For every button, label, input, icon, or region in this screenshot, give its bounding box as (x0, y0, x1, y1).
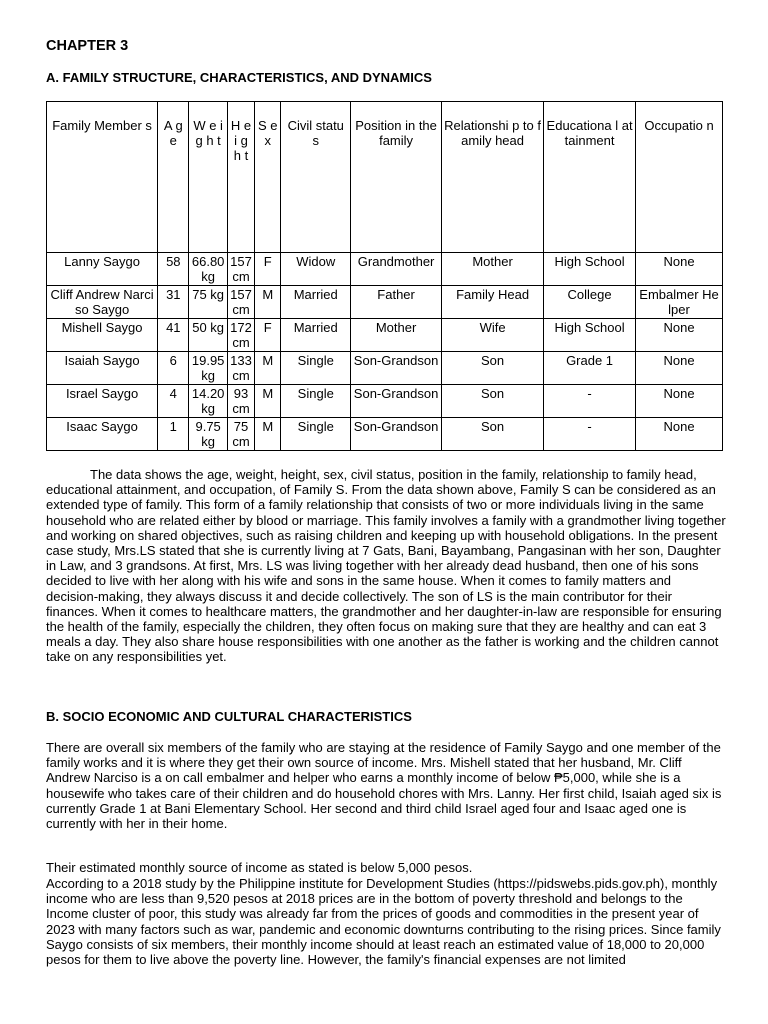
chapter-heading: CHAPTER 3 (46, 38, 129, 54)
cell-education: Grade 1 (544, 352, 636, 385)
cell-sex: M (255, 418, 281, 451)
header-sex: S e x (255, 102, 281, 253)
cell-relationship: Wife (442, 319, 544, 352)
cell-position: Son-Grandson (351, 352, 442, 385)
cell-weight: 19.95 kg (189, 352, 227, 385)
cell-occupation: None (636, 352, 723, 385)
cell-age: 58 (158, 253, 189, 286)
cell-age: 6 (158, 352, 189, 385)
cell-height: 133 cm (227, 352, 254, 385)
cell-weight: 66.80 kg (189, 253, 227, 286)
table-row (47, 319, 723, 352)
cell-height: 157 cm (227, 286, 254, 319)
cell-education: College (544, 286, 636, 319)
cell-education: - (544, 385, 636, 418)
cell-member: Lanny Saygo (47, 253, 158, 286)
cell-age: 41 (158, 319, 189, 352)
paragraph-family-structure-text: The data shows the age, weight, height, sex, civil status, position in the family, relationship to family head, educational attainment, and occupation, of Family S. From the data shown above, Family S can be considered as an extended type of family. This form of a family relationship that consists of two or more individuals living in the same household who are related either by blood or marriage. This family involves a family with a grandmother living together and working on shared objectives, such as raising children and keeping up with household obligations. In the present case study, Mrs.LS stated that she is currently living at 7 Gats, Bani, Bayambang, Pangasinan with her son, Daughter in Law, and 3 grandsons. At first, Mrs. LS was living together with her already dead husband, then one of his sons decided to live with her along with his wife and sons in the same house. When it comes to family matters and decision-making, they always discuss it and decide collectively. The son of LS is the main contributor for their finances. When it comes to healthcare matters, the grandmother and her daughter-in-law are responsible for ensuring the health of the family, especially the children, they often focus on making sure that they are healthy and can eat 3 meals a day. They also share house responsibilities with one another as the father is working and the children cannot take on any responsibilities yet. (46, 467, 726, 665)
family-structure-table (46, 101, 723, 451)
cell-occupation: None (636, 385, 723, 418)
cell-position: Son-Grandson (351, 385, 442, 418)
cell-occupation: None (636, 253, 723, 286)
cell-education: High School (544, 253, 636, 286)
header-education: Educationa l attainment (544, 102, 636, 253)
cell-height: 93 cm (227, 385, 254, 418)
cell-relationship: Son (442, 352, 544, 385)
cell-position: Son-Grandson (351, 418, 442, 451)
cell-relationship: Son (442, 418, 544, 451)
cell-height: 172 cm (227, 319, 254, 352)
cell-weight: 14.20 kg (189, 385, 227, 418)
cell-civil-status: Single (281, 418, 351, 451)
cell-civil-status: Single (281, 352, 351, 385)
cell-sex: M (255, 286, 281, 319)
cell-civil-status: Married (281, 319, 351, 352)
section-a-heading: A. FAMILY STRUCTURE, CHARACTERISTICS, AND DYNAMICS (46, 70, 432, 85)
header-position: Position in the family (351, 102, 442, 253)
cell-member: Mishell Saygo (47, 319, 158, 352)
cell-civil-status: Widow (281, 253, 351, 286)
cell-member: Cliff Andrew Narciso Saygo (47, 286, 158, 319)
cell-weight: 9.75 kg (189, 418, 227, 451)
cell-position: Father (351, 286, 442, 319)
cell-weight: 75 kg (189, 286, 227, 319)
cell-occupation: Embalmer Helper (636, 286, 723, 319)
cell-member: Israel Saygo (47, 385, 158, 418)
paragraph-income-estimate: Their estimated monthly source of income as stated is below 5,000 pesos. (46, 860, 473, 875)
cell-relationship: Family Head (442, 286, 544, 319)
header-weight: W e i g h t (189, 102, 227, 253)
table-row (47, 352, 723, 385)
header-relationship: Relationshi p to family head (442, 102, 544, 253)
table-header-row (47, 102, 723, 253)
cell-position: Grandmother (351, 253, 442, 286)
paragraph-family-structure (46, 467, 726, 665)
header-height: H e i g h t (227, 102, 254, 253)
paragraph-poverty-study: According to a 2018 study by the Philippine institute for Development Studies (https://pidswebs.pids.gov.ph), monthly income who are less than 9,520 pesos at 2018 prices are in the bottom of poverty threshold and belongs to the Income cluster of poor, this study was already far from the prices of goods and commodities in the present year of 2023 with many factors such as war, pandemic and economic downturns contributing to the rising prices. Since family Saygo consists of six members, their monthly income should at least reach an estimated value of 18,000 to 20,000 pesos for them to live above the poverty line. However, the family's financial expenses are not limited (46, 876, 721, 968)
cell-civil-status: Married (281, 286, 351, 319)
cell-education: High School (544, 319, 636, 352)
cell-member: Isaac Saygo (47, 418, 158, 451)
cell-position: Mother (351, 319, 442, 352)
cell-civil-status: Single (281, 385, 351, 418)
cell-age: 31 (158, 286, 189, 319)
header-family-member: Family Member s (47, 102, 158, 253)
cell-relationship: Son (442, 385, 544, 418)
cell-education: - (544, 418, 636, 451)
header-occupation: Occupatio n (636, 102, 723, 253)
cell-sex: M (255, 352, 281, 385)
table-row (47, 385, 723, 418)
section-b-heading: B. SOCIO ECONOMIC AND CULTURAL CHARACTERISTICS (46, 709, 412, 724)
header-civil-status: Civil statu s (281, 102, 351, 253)
cell-height: 75 cm (227, 418, 254, 451)
cell-sex: F (255, 253, 281, 286)
cell-relationship: Mother (442, 253, 544, 286)
paragraph-socioeconomic: There are overall six members of the family who are staying at the residence of Family Saygo and one member of the family works and it is where they get their own source of income. Mrs. Mishell stated that her husband, Mr. Cliff Andrew Narciso is a on call embalmer and helper who earns a monthly income of below ₱5,000, while she is a housewife who takes care of their children and do household chores with Mrs. Lanny. Her first child, Isaiah aged six is currently Grade 1 at Bani Elementary School. Her second and third child Israel aged four and Isaac aged one is currently with her in their home. (46, 740, 722, 832)
cell-member: Isaiah Saygo (47, 352, 158, 385)
table-row (47, 286, 723, 319)
cell-height: 157 cm (227, 253, 254, 286)
cell-occupation: None (636, 418, 723, 451)
table-row (47, 418, 723, 451)
cell-weight: 50 kg (189, 319, 227, 352)
cell-sex: M (255, 385, 281, 418)
table-row (47, 253, 723, 286)
cell-age: 4 (158, 385, 189, 418)
header-age: A g e (158, 102, 189, 253)
cell-occupation: None (636, 319, 723, 352)
cell-age: 1 (158, 418, 189, 451)
cell-sex: F (255, 319, 281, 352)
